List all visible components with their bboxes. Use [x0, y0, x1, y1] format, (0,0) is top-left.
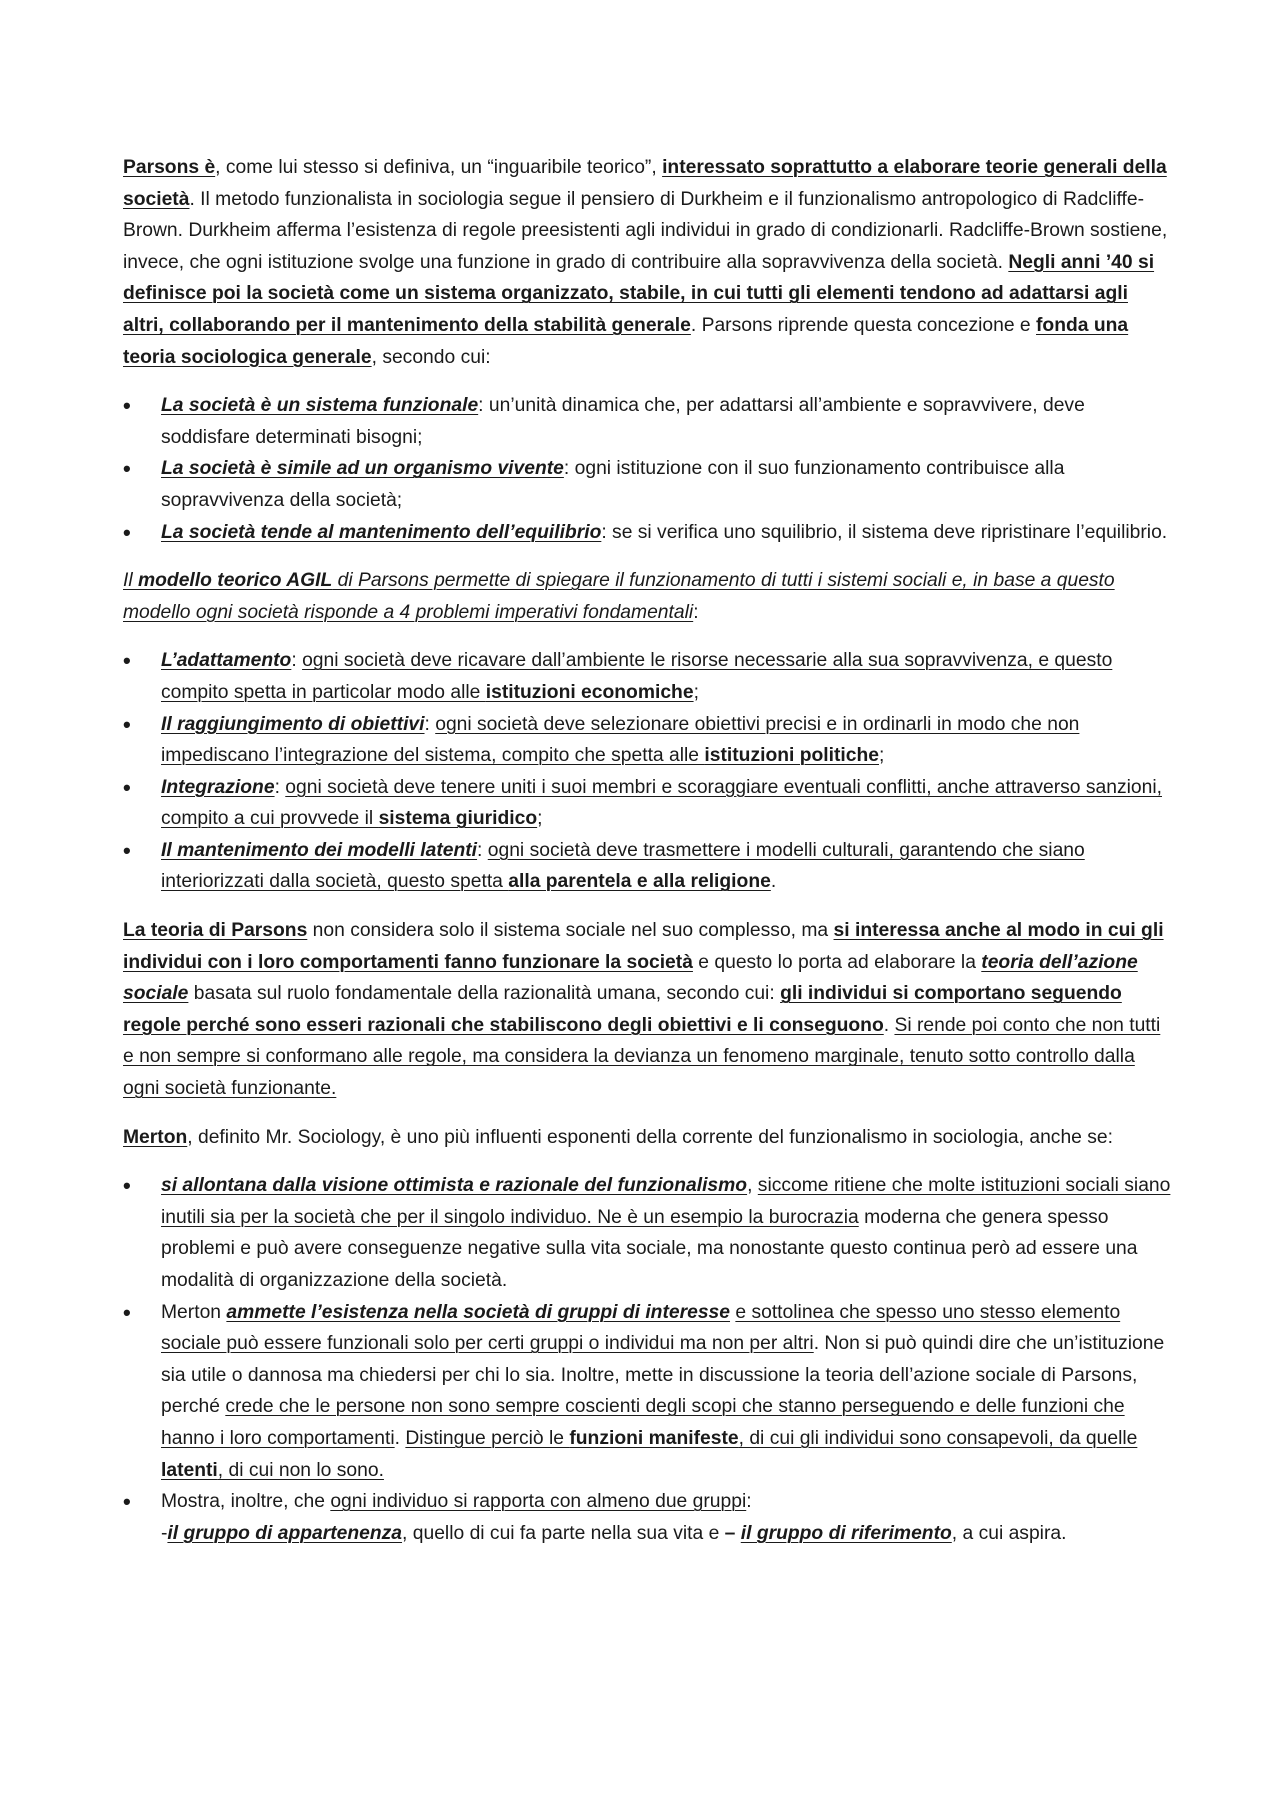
paragraph-agil [123, 565, 1173, 628]
bold-term: – [724, 1522, 736, 1544]
paragraph-parsons-intro [123, 152, 1173, 373]
text-run: non considera solo il sistema sociale nel suo complesso, ma [307, 920, 834, 942]
text-run: ogni società deve tenere uniti i suoi membri e scoraggiare eventuali conflitti, anche attraverso sanzioni, compito a cui provvede il [161, 776, 1162, 830]
bold-underlined-term: si interessa anche al modo in cui gli individui con i loro comportamenti fanno funzionare la società [123, 920, 1164, 973]
text-run: . [883, 1014, 895, 1036]
text-run: , di cui non lo sono. [217, 1459, 384, 1481]
paragraph-social-action [123, 915, 1173, 1105]
underlined-text: crede che le persone non sono sempre coscienti degli scopi che stanno perseguendo e delle funzioni che hanno i loro comportamenti [161, 1396, 1125, 1449]
underlined-text: Si rende poi conto che non tutti e non sempre si conformano alle regole, ma considera la devianza un fenomeno marginale, tenuto sotto controllo dalla ogni società funzionante. [123, 1014, 1161, 1100]
bold-underlined-term: La teoria di Parsons [123, 920, 308, 942]
bold-term: istituzioni economiche [485, 681, 694, 703]
bold-underlined-term: fonda una teoria sociologica generale [123, 314, 1129, 368]
bold-term: modello teorico AGIL [138, 570, 333, 592]
bold-italic-term: il gruppo di appartenenza [167, 1522, 403, 1544]
list-item [123, 1170, 1173, 1296]
bold-italic-term: L’adattamento [161, 650, 292, 672]
bullet-list-society [123, 390, 1173, 548]
text-run: , [747, 1175, 758, 1197]
bold-italic-term: Il mantenimento dei modelli latenti [161, 839, 478, 861]
bold-underlined-term: gli individui si comportano seguendo regole perché sono esseri razionali che stabiliscono degli obiettivi e li conseguono [123, 983, 1122, 1036]
text-run: ; [693, 681, 699, 703]
text-run: , di cui gli individui sono consapevoli, da quelle [738, 1427, 1138, 1449]
bold-italic-term: Il raggiungimento di obiettivi [161, 713, 425, 735]
bold-italic-term: La società è un sistema funzionale [161, 395, 479, 417]
paragraph-merton [123, 1122, 1173, 1154]
bold-term: latenti [161, 1459, 218, 1481]
list-item [123, 390, 1173, 453]
list-item [123, 1297, 1173, 1487]
bold-italic-term: il gruppo di riferimento [740, 1522, 952, 1544]
document-page [123, 152, 1173, 1566]
text-run: . Il metodo funzionalista in sociologia segue il pensiero di Durkheim e il funzionalismo antropologico di Radcliffe- Brown. Durkheim afferma l’esistenza di regole preesistenti agli individui in grado di condizionarli. Radcliffe-Brown sostiene, invece, che ogni istituzione svolge una funzione in grado di contribuire alla sopravvivenza della società. [123, 188, 1168, 273]
text-run: . Parsons riprende questa concezione e [690, 314, 1037, 336]
bold-italic-term: ammette l’esistenza nella società di gruppi di interesse [226, 1301, 731, 1323]
bold-term: istituzioni politiche [704, 745, 879, 767]
bold-term: funzioni manifeste [569, 1427, 739, 1449]
text-run: , definito Mr. Sociology, è uno più influenti esponenti della corrente del funzionalismo in sociologia, anche se: [187, 1126, 1113, 1148]
text-run: . [770, 871, 777, 893]
bullet-list-merton [123, 1170, 1173, 1549]
list-item [123, 1486, 1173, 1549]
text-run: , secondo cui: [371, 346, 491, 368]
text-run: : [746, 1491, 752, 1513]
list-item [123, 645, 1173, 708]
text-run: : [693, 601, 699, 623]
bold-term: alla parentela e alla religione [508, 871, 771, 893]
list-item [123, 517, 1173, 549]
text-run: di Parsons permette di spiegare il funzionamento di tutti i sistemi sociali e, in base a questo modello ogni società risponde a 4 problemi imperativi fondamentali [123, 570, 1115, 623]
text-run: ogni società deve trasmettere i modelli culturali, garantendo che siano interiorizzati dalla società, questo spetta [161, 839, 1085, 893]
underlined-text: ogni individuo si rapporta con almeno due gruppi [330, 1491, 747, 1513]
text-run: : ogni istituzione con il suo funzionamento contribuisce alla sopravvivenza della società; [161, 458, 1065, 511]
text-run: : [424, 713, 436, 735]
bold-underlined-term: Negli anni ’40 si definisce poi la società come un sistema organizzato, stabile, in cui tutti gli elementi tendono ad adattarsi agli altri, collaborando per il mantenimento della stabilità generale [123, 251, 1155, 336]
bold-term: sistema giuridico [378, 808, 538, 830]
bold-italic-term: La società tende al mantenimento dell’equilibrio [161, 521, 602, 543]
bold-underlined-term: Merton [123, 1126, 188, 1148]
text-run: - [161, 1522, 168, 1544]
text-run: Mostra, inoltre, che [161, 1491, 331, 1513]
text-run: Distingue perciò le [405, 1427, 570, 1449]
text-run: ; [879, 745, 885, 767]
text-run: , quello di cui fa parte nella sua vita e [402, 1522, 725, 1544]
underlined-text: siccome ritiene che molte istituzioni sociali siano inutili sia per la società che per il singolo individuo. Ne è un esempio la burocrazia [161, 1175, 1171, 1228]
list-item [123, 772, 1173, 835]
text-run: basata sul ruolo fondamentale della razionalità umana, secondo cui: [188, 983, 781, 1005]
bold-underlined-term: interessato soprattutto a elaborare teorie generali della società [123, 157, 1167, 210]
text-run: Merton [161, 1301, 227, 1323]
text-run: . [394, 1427, 406, 1449]
list-item [123, 835, 1173, 898]
text-run: Il [123, 570, 138, 592]
bold-italic-term: si allontana dalla visione ottimista e razionale del funzionalismo [161, 1175, 748, 1197]
text-run: : [274, 776, 286, 798]
bold-italic-term: Integrazione [161, 776, 275, 798]
text-run: . Non si può quindi dire che un’istituzione sia utile o dannosa ma chiedersi per chi lo sia. Inoltre, mette in discussione la teoria dell’azione sociale di Parsons, perché [161, 1333, 1165, 1418]
text-run: ogni società deve ricavare dall’ambiente le risorse necessarie alla sua sopravvivenza, e questo compito spetta in particolar modo alle [161, 650, 1113, 703]
text-run: , come lui stesso si definiva, un “inguaribile teorico”, [215, 157, 663, 178]
list-item [123, 453, 1173, 516]
bold-italic-term: La società è simile ad un organismo vivente [161, 458, 564, 480]
bullet-list-agil [123, 645, 1173, 898]
text-run: moderna che genera spesso problemi e può avere conseguenze negative sulla vita sociale, ma nonostante questo continua però ad essere una modalità di organizzazione della società. [161, 1206, 1138, 1291]
text-run: : [477, 839, 488, 861]
text-run: ogni società deve selezionare obiettivi precisi e in ordinarli in modo che non impediscano l’integrazione del sistema, compito che spetta alle [161, 713, 1080, 767]
text-run: , a cui aspira. [951, 1522, 1067, 1544]
bold-italic-term: teoria dell’azione sociale [123, 951, 1138, 1005]
bold-underlined-term: Parsons è [123, 157, 216, 178]
text-run: e questo lo porta ad elaborare la [692, 951, 982, 973]
text-run: : un’unità dinamica che, per adattarsi all’ambiente e sopravvivere, deve soddisfare determinati bisogni; [161, 395, 1085, 448]
text-run: : se si verifica uno squilibrio, il sistema deve ripristinare l’equilibrio. [601, 521, 1168, 543]
list-item [123, 709, 1173, 772]
text-run: : [291, 650, 303, 672]
text-run: ; [537, 808, 543, 830]
underlined-text: e sottolinea che spesso uno stesso elemento sociale può essere funzionali solo per certi gruppi o individui ma non per altri [161, 1301, 1121, 1355]
